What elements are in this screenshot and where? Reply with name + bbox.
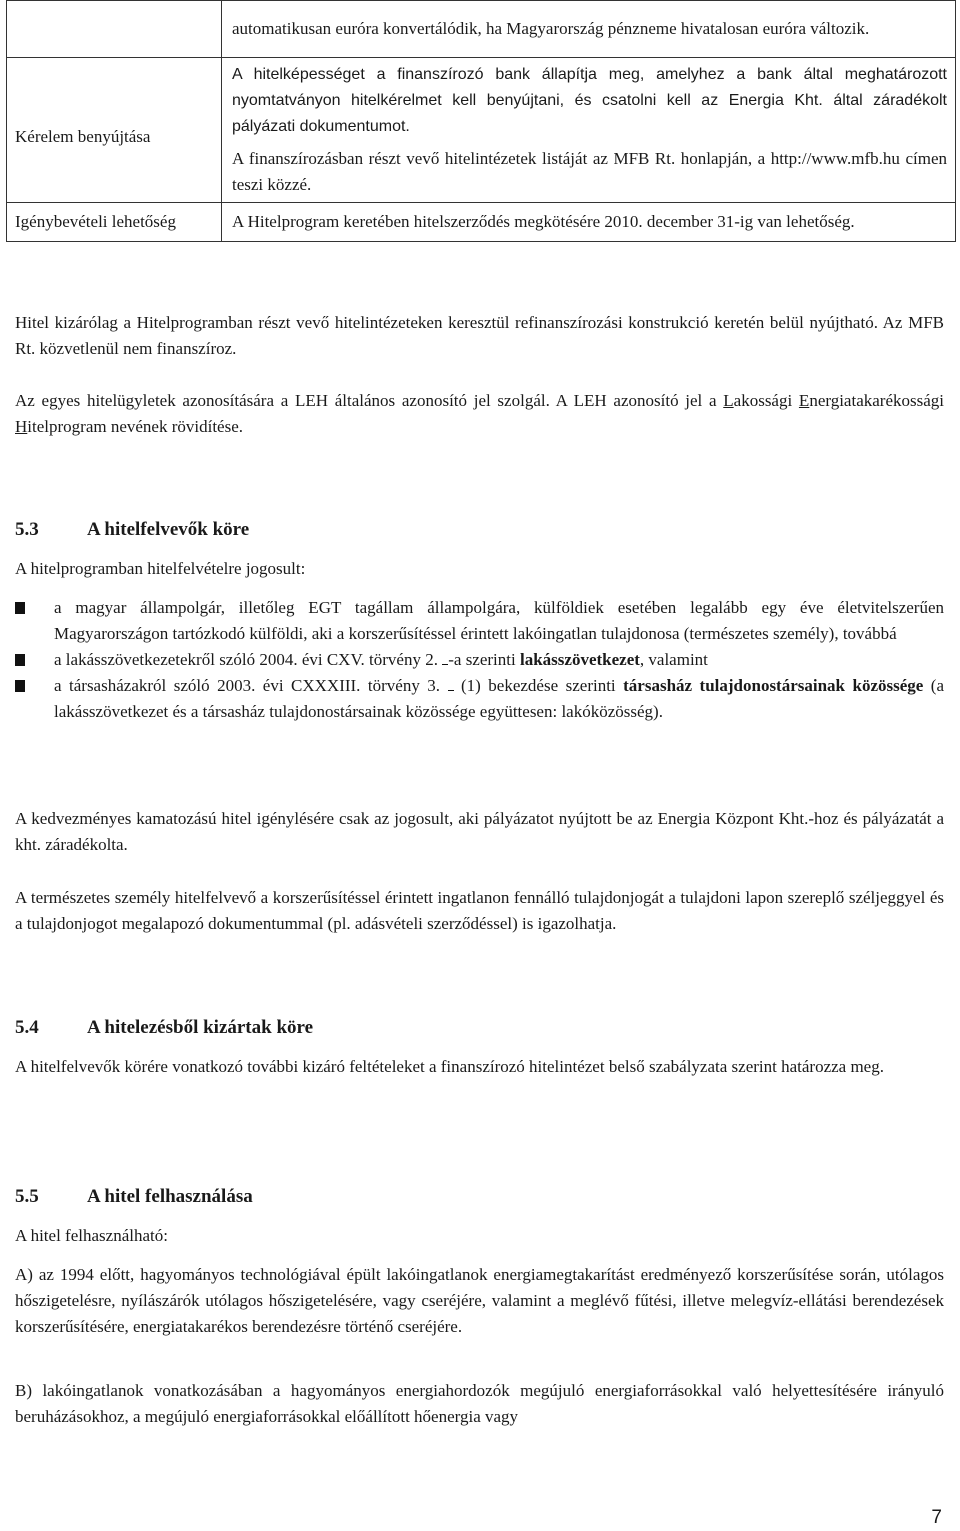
section-5-3-bullets [15,595,944,725]
paragraph-text: A kedvezményes kamatozású hitel igénylésére csak az jogosult, aki pályázatot nyújtott be az Energia Központ Kht.-hoz és pályázatát a kht. záradékolta. [15,809,944,854]
section-5-4-text [15,1054,944,1080]
info-table [6,0,956,242]
section-5-5-heading [15,1184,944,1210]
paragraph-text: A hitel felhasználható: [15,1226,168,1245]
paragraph-termeszetes [15,885,944,937]
table-row [7,58,956,203]
section-5-5-item-a [15,1262,944,1340]
section-number: 5.5 [15,1186,39,1207]
paragraph-text: A hitelprogramban hitelfelvételre jogosult: [15,559,306,578]
paragraph-text: B) lakóingatlanok vonatkozásában a hagyományos energiahordozók megújuló energiaforrásokkal való helyettesítésére irányuló beruházásokhoz, a megújuló energiaforrásokkal előállított hőenergia vagy [15,1381,944,1426]
paragraph-text: Az egyes hitelügyletek azonosítására a LEH általános azonosító jel szolgál. A LEH azonosító jel a Lakossági Energiatakarékossági Hitelprogram nevének rövidítése. [15,391,945,436]
section-title: A hitelfelvevők köre [87,519,250,540]
page-number: 7 [931,1507,942,1528]
table-row [7,203,956,242]
section-number: 5.4 [15,1017,39,1038]
list-item: a magyar állampolgár, illetőleg EGT tagállam állampolgára, külföldiek esetében legalább egy éve életvitelszerűen Magyarországon tartózkodó külföldi, aki a korszerűsítéssel érintett lakóingatlan tulajdonosa (természetes személy), továbbá [15,595,944,647]
table-label-cell [7,203,222,242]
table-content-cell [222,1,956,58]
table-row [7,1,956,58]
list-item: a társasházakról szóló 2003. évi CXXXIII. törvény 3. (1) bekezdése szerinti társasház tulajdonostársainak közössége (a lakásszövetkezet és a társasház tulajdonostársainak közössége együttesen: lakóközösség). [15,673,944,725]
square-bullet-icon [15,602,25,614]
section-5-4-heading [15,1015,944,1041]
table-row-text: A hitelképességet a finanszírozó bank állapítja meg, amelyhez a bank által meghatározott nyomtatványon hitelkérelmet kell benyújtani, és csatolni kell az Energia Kht. által záradékolt pályázati dokumentumot. [232,66,947,135]
square-bullet-icon [15,680,25,692]
table-label-cell [7,1,222,58]
paragraph-refinance [15,310,944,362]
section-title: A hitelezésből kizártak köre [87,1017,314,1038]
section-5-3-heading [15,517,944,543]
list-item: a lakásszövetkezetekről szóló 2004. évi CXV. törvény 2. -a szerinti lakásszövetkezet, valamint [15,647,944,673]
section-5-5-item-b [15,1378,944,1430]
paragraph-text: A hitelfelvevők körére vonatkozó további kizáró feltételeket a finanszírozó hitelintézet belső szabályzata szerint határozza meg. [15,1057,884,1076]
paragraph-text: A természetes személy hitelfelvevő a korszerűsítéssel érintett ingatlanon fennálló tulajdonjogát a tulajdoni lapon szereplő széljeggyel és a tulajdonjogot megalapozó dokumentummal (pl. adásvételi szerződéssel) is igazolhatja. [15,888,944,933]
table-label-igenybeveteli: Igénybevételi lehetőség [15,212,176,231]
section-5-3-intro [15,556,944,582]
table-label-kerelem: Kérelem benyújtása [15,127,151,146]
paragraph-text: A) az 1994 előtt, hagyományos technológiával épült lakóingatlanok energiamegtakarítást eredményező korszerűsítése során, utólagos hőszigetelésre, nyílászárók utólagos hőszigetelésére, vagy cseréjére, valamint a meglévő fűtési, illetve melegvíz-ellátási berendezések korszerűsítésére, energiatakarékos berendezésre történő cseréjére. [15,1265,944,1336]
paragraph-kedvezmenyes [15,806,944,858]
section-5-5-intro [15,1223,944,1249]
table-label-cell [7,58,222,203]
square-bullet-icon [15,654,25,666]
section-title: A hitel felhasználása [87,1186,253,1207]
table-content-cell [222,203,956,242]
table-row-text: A Hitelprogram keretében hitelszerződés megkötésére 2010. december 31-ig van lehetőség. [232,212,855,231]
table-content-cell [222,58,956,203]
table-row-text: A finanszírozásban részt vevő hitelintézetek listáját az MFB Rt. honlapján, a http://www.mfb.hu címen teszi közzé. [232,149,947,194]
table-row-text: automatikusan euróra konvertálódik, ha Magyarország pénzneme hivatalosan euróra változik. [232,19,870,38]
section-number: 5.3 [15,519,39,540]
paragraph-leh [15,388,944,440]
paragraph-text: Hitel kizárólag a Hitelprogramban részt vevő hitelintézeteken keresztül refinanszírozási konstrukció keretén belül nyújtható. Az MFB Rt. közvetlenül nem finanszíroz. [15,313,944,358]
